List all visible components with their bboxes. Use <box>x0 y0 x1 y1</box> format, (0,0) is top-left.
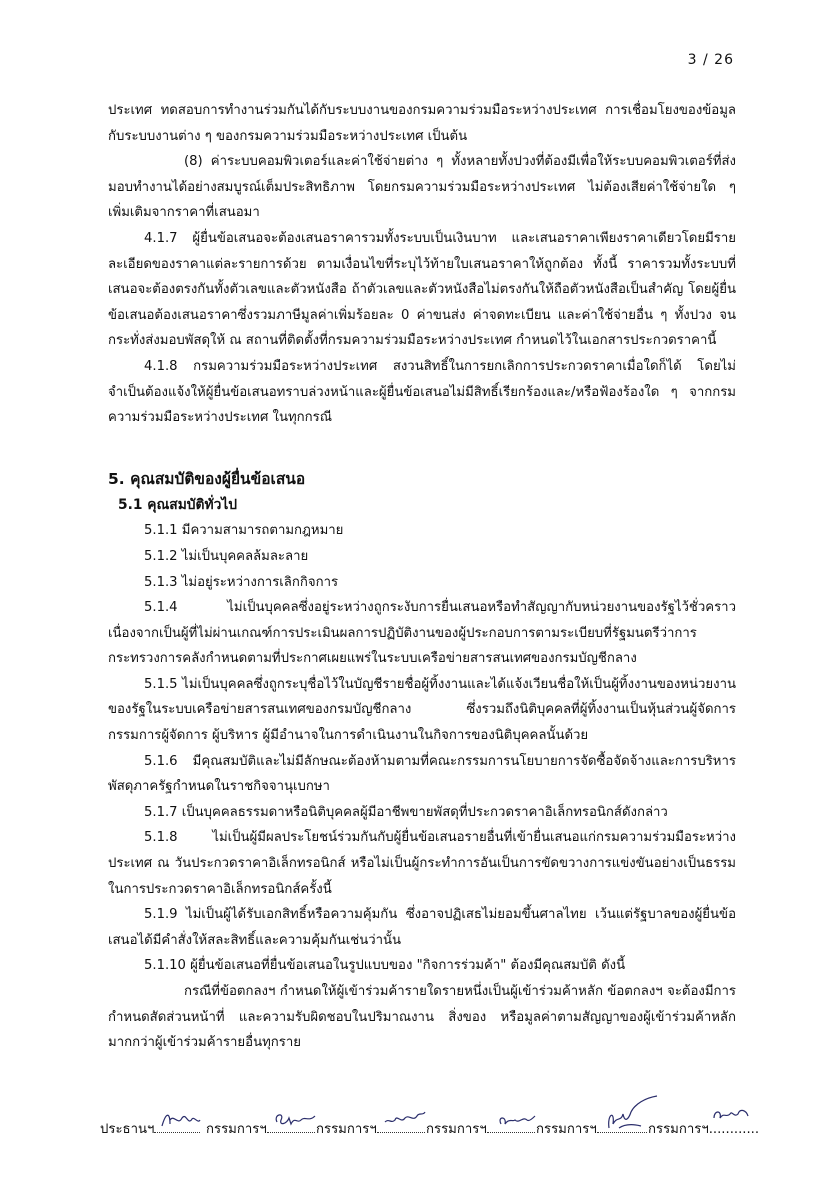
signature-line <box>100 1094 760 1154</box>
item-5-1-6: 5.1.6 มีคุณสมบัติและไม่มีลักษณะต้องห้ามตามที่คณะกรรมการนโยบายการจัดซื้อจัดจ้างและการบริหารพัสดุภาครัฐกำหนดในราชกิจจานุเบกษา <box>108 753 736 795</box>
handwritten-signature-icon <box>710 1104 750 1126</box>
document-body <box>108 98 736 1056</box>
handwritten-signature-icon <box>381 1108 427 1130</box>
item-5-1-10-detail: กรณีที่ข้อตกลงฯ กำหนดให้ผู้เข้าร่วมค้ารายใดรายหนึ่งเป็นผู้เข้าร่วมค้าหลัก ข้อตกลงฯ จะต้องมีการกำหนดสัดส่วนหน้าที่ และความรับผิดชอบในปริมาณงาน สิ่งของ หรือมูลค่าตามสัญญาของผู้เข้าร่วมค้าหลักมากกว่าผู้เข้าร่วมค้ารายอื่นทุกราย <box>108 984 736 1051</box>
paragraph-continuation: ประเทศ ทดสอบการทำงานร่วมกันได้กับระบบงานของกรมความร่วมมือระหว่างประเทศ การเชื่อมโยงของข้อมูลกับระบบงานต่าง ๆ ของกรมความร่วมมือระหว่างประเทศ เป็นต้น <box>108 103 736 144</box>
handwritten-signature-icon <box>491 1110 537 1130</box>
signature-member-3-dots <box>487 1118 535 1133</box>
signature-member-3-label: กรรมการฯ <box>426 1122 487 1137</box>
signature-member-5-label: กรรมการฯ <box>648 1122 709 1137</box>
signature-chair-dots <box>154 1118 200 1133</box>
handwritten-signature-icon <box>271 1110 317 1130</box>
item-5-1-5: 5.1.5 ไม่เป็นบุคคลซึ่งถูกระบุชื่อไว้ในบัญชีรายชื่อผู้ทิ้งงานและได้แจ้งเวียนชื่อให้เป็นผู้ทิ้งงานของหน่วยงานของรัฐในระบบเครือข่ายสารสนเทศของกรมบัญชีกลาง ซึ่งรวมถึงนิติบุคคลที่ผู้ทิ้งงานเป็นหุ้นส่วนผู้จัดการ กรรมการผู้จัดการ ผู้บริหาร ผู้มีอำนาจในการดำเนินงานในกิจการของนิติบุคคลนั้นด้วย <box>108 676 736 744</box>
signature-member-5 <box>648 1118 759 1139</box>
item-5-1-1: 5.1.1 มีความสามารถตามกฎหมาย <box>144 523 344 539</box>
paragraph-item-8: (8) ค่าระบบคอมพิวเตอร์และค่าใช้จ่ายต่าง ๆ ทั้งหลายทั้งปวงที่ต้องมีเพื่อให้ระบบคอมพิวเตอร์ที่ส่งมอบทำงานได้อย่างสมบูรณ์เต็มประสิทธิภาพ โดยกรมความร่วมมือระหว่างประเทศ ไม่ต้องเสียค่าใช้จ่ายใด ๆ เพิ่มเติมจากราคาที่เสนอมา <box>108 154 736 221</box>
paragraph-4-1-8: 4.1.8 กรมความร่วมมือระหว่างประเทศ สงวนสิทธิ์ในการยกเลิกการประกวดราคาเมื่อใดก็ได้ โดยไม่จำเป็นต้องแจ้งให้ผู้ยื่นข้อเสนอทราบล่วงหน้าและผู้ยื่นข้อเสนอไม่มีสิทธิ์เรียกร้องและ/หรือฟ้องร้องใด ๆ จากกรมความร่วมมือระหว่างประเทศ ในทุกกรณี <box>108 358 736 426</box>
paragraph-4-1-7: 4.1.7 ผู้ยื่นข้อเสนอจะต้องเสนอราคารวมทั้งระบบเป็นเงินบาท และเสนอราคาเพียงราคาเดียวโดยมีรายละเอียดของราคาแต่ละรายการด้วย ตามเงื่อนไขที่ระบุไว้ท้ายใบเสนอราคาให้ถูกต้อง ทั้งนี้ ราคารวมทั้งระบบที่เสนอจะต้องตรงกันทั้งตัวเลขและตัวหนังสือ ถ้าตัวเลขและตัวหนังสือไม่ตรงกันให้ถือตัวหนังสือเป็นสำคัญ โดยผู้ยื่นข้อเสนอต้องเสนอราคาซึ่งรวมภาษีมูลค่าเพิ่มร้อยละ 0 ค่าขนส่ง ค่าจดทะเบียน และค่าใช้จ่ายอื่น ๆ ทั้งปวง จนกระทั่งส่งมอบพัสดุให้ ณ สถานที่ติดตั้งที่กรมความร่วมมือระหว่างประเทศ กำหนดไว้ในเอกสารประกวดราคานี้ <box>108 230 736 349</box>
item-5-1-4: 5.1.4 ไม่เป็นบุคคลซึ่งอยู่ระหว่างถูกระงับการยื่นเสนอหรือทำสัญญากับหน่วยงานของรัฐไว้ชั่วคราว เนื่องจากเป็นผู้ที่ไม่ผ่านเกณฑ์การประเมินผลการปฏิบัติงานของผู้ประกอบการตามระเบียบที่รัฐมนตรีว่าการกระทรวงการคลังกำหนดตามที่ประกาศเผยแพร่ในระบบเครือข่ายสารสนเทศของกรมบัญชีกลาง <box>108 600 736 667</box>
signature-member-4-dots <box>597 1118 647 1133</box>
signature-member-2 <box>316 1118 425 1139</box>
signature-member-1-label: กรรมการฯ <box>206 1122 267 1137</box>
signature-member-2-dots <box>377 1118 425 1133</box>
signature-member-4 <box>536 1118 647 1139</box>
signature-member-1-dots <box>267 1118 315 1133</box>
item-5-1-8: 5.1.8 ไม่เป็นผู้มีผลประโยชน์ร่วมกันกับผู้ยื่นข้อเสนอรายอื่นที่เข้ายื่นเสนอแก่กรมความร่วมมือระหว่างประเทศ ณ วันประกวดราคาอิเล็กทรอนิกส์ หรือไม่เป็นผู้กระทำการอันเป็นการขัดขวางการแข่งขันอย่างเป็นธรรมในการประกวดราคาอิเล็กทรอนิกส์ครั้งนี้ <box>108 830 736 897</box>
signature-chair <box>100 1118 200 1139</box>
signature-chair-label: ประธานฯ <box>100 1122 155 1137</box>
signature-member-1 <box>206 1118 315 1139</box>
item-5-1-7: 5.1.7 เป็นบุคคลธรรมดาหรือนิติบุคคลผู้มีอาชีพขายพัสดุที่ประกวดราคาอิเล็กทรอนิกส์ดังกล่าว <box>144 804 668 820</box>
section-heading: 5. คุณสมบัติของผู้ยื่นข้อเสนอ <box>108 469 306 488</box>
item-5-1-2: 5.1.2 ไม่เป็นบุคคลล้มละลาย <box>144 548 309 564</box>
signature-member-3 <box>426 1118 535 1139</box>
handwritten-signature-icon <box>158 1110 202 1130</box>
signature-member-2-label: กรรมการฯ <box>316 1122 377 1137</box>
item-5-1-3: 5.1.3 ไม่อยู่ระหว่างการเลิกกิจการ <box>144 574 339 590</box>
item-5-1-10: 5.1.10 ผู้ยื่นข้อเสนอที่ยื่นข้อเสนอในรูปแบบของ "กิจการร่วมค้า" ต้องมีคุณสมบัติ ดังนี้ <box>144 958 626 974</box>
signature-member-5-dots: ............ <box>708 1122 760 1137</box>
signature-member-4-label: กรรมการฯ <box>536 1122 597 1137</box>
page-number: 3 / 26 <box>687 52 734 68</box>
section-gap <box>108 431 736 465</box>
item-5-1-9: 5.1.9 ไม่เป็นผู้ได้รับเอกสิทธิ์หรือความคุ้มกัน ซึ่งอาจปฏิเสธไม่ยอมขึ้นศาลไทย เว้นแต่รัฐบาลของผู้ยื่นข้อเสนอได้มีคำสั่งให้สละสิทธิ์และความคุ้มกันเช่นว่านั้น <box>108 907 736 948</box>
sub-heading: 5.1 คุณสมบัติทั่วไป <box>118 496 238 513</box>
